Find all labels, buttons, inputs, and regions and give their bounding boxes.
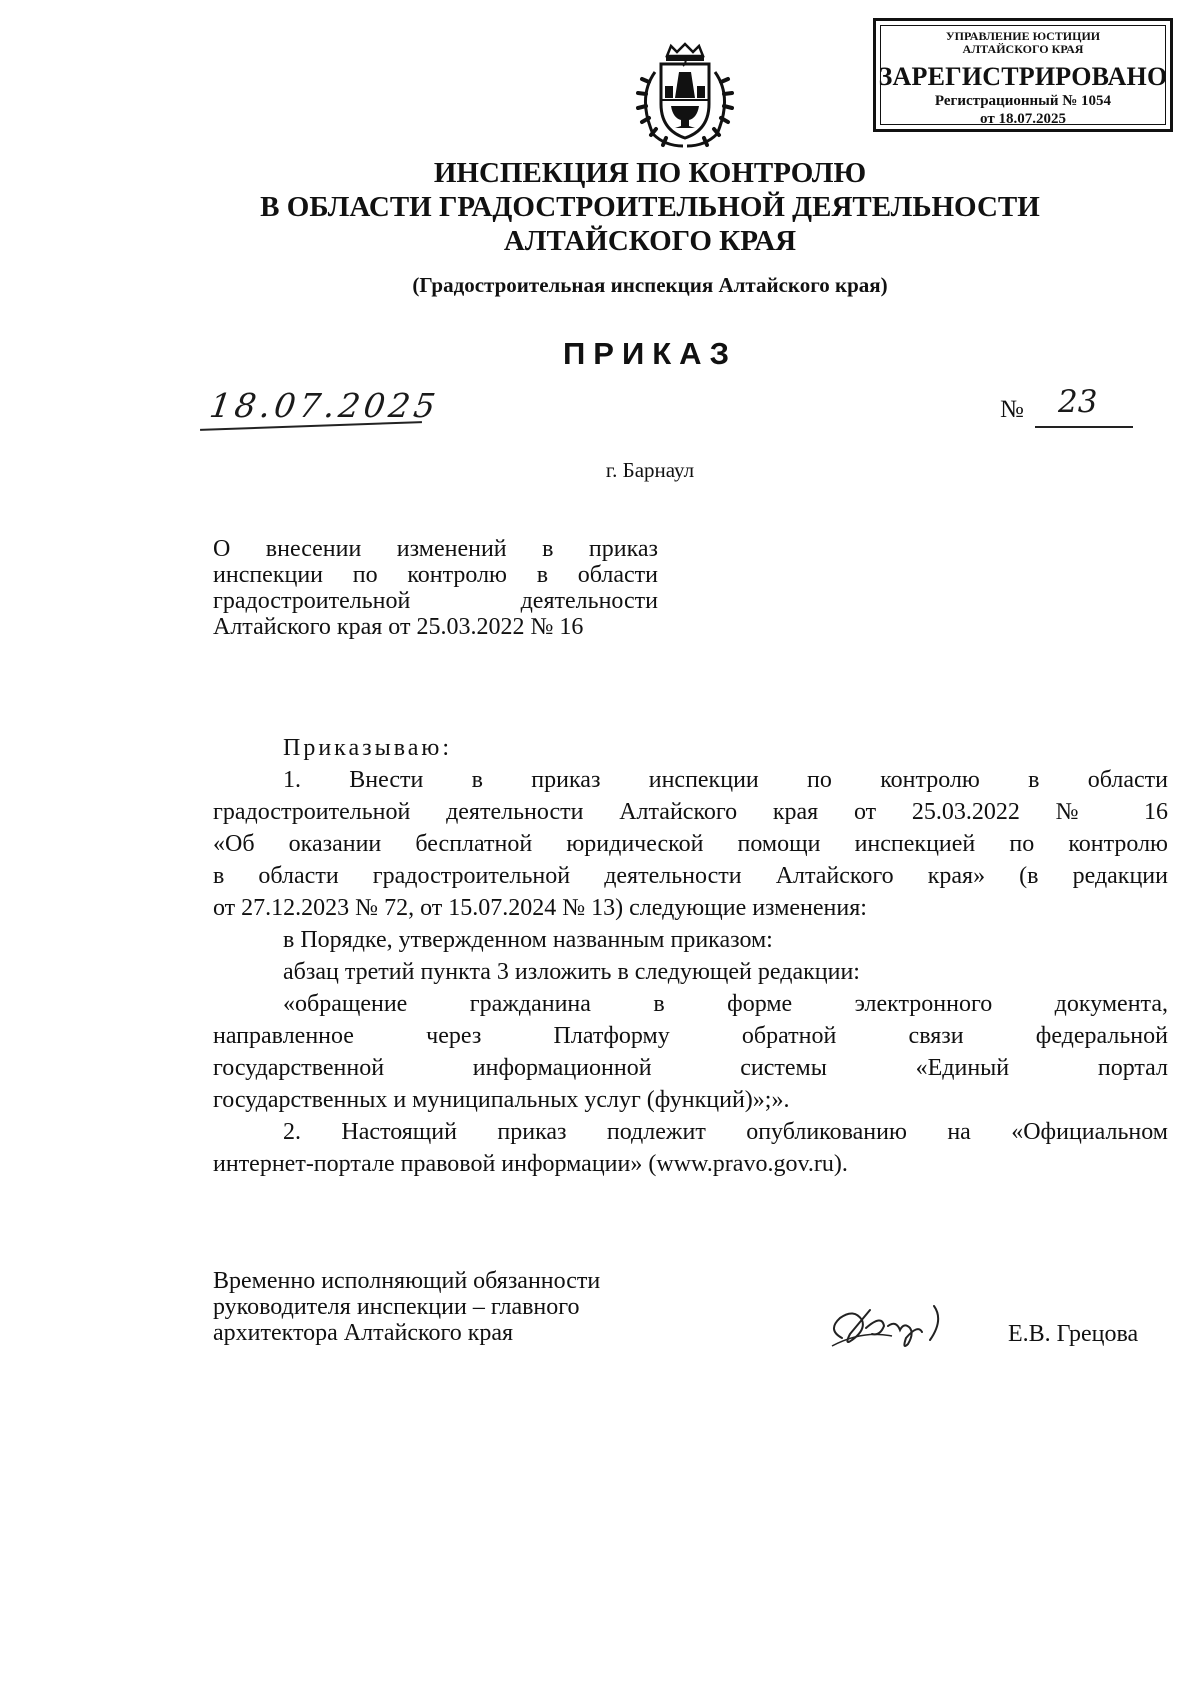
issuer-short-name: (Градостроительная инспекция Алтайского края) bbox=[412, 273, 888, 297]
number-underline bbox=[1035, 426, 1133, 428]
stamp-status: ЗАРЕГИСТРИРОВАНО bbox=[878, 62, 1168, 91]
paragraph-1-line-5: от 27.12.2023 № 72, от 15.07.2024 № 13) следующие изменения: bbox=[213, 895, 867, 921]
stamp-org-line2: АЛТАЙСКОГО КРАЯ bbox=[962, 42, 1084, 56]
subject-line-1: О внесении изменений в приказ bbox=[213, 536, 658, 562]
paragraph-4-line-2: направленное через Платформу обратной связи федеральной bbox=[213, 1023, 1168, 1049]
paragraph-4-line-1: «обращение гражданина в форме электронного документа, bbox=[283, 991, 1168, 1017]
subject-line-2: инспекции по контролю в области bbox=[213, 562, 658, 588]
subject-line-3: градостроительной деятельности bbox=[213, 588, 658, 614]
stamp-org-line1: УПРАВЛЕНИЕ ЮСТИЦИИ bbox=[945, 29, 1101, 43]
order-word: Приказываю: bbox=[283, 735, 452, 761]
stamp-reg-date: от 18.07.2025 bbox=[980, 111, 1066, 127]
header-line-1: ИНСПЕКЦИЯ ПО КОНТРОЛЮ bbox=[433, 157, 867, 189]
header-line-2: В ОБЛАСТИ ГРАДОСТРОИТЕЛЬНОЙ ДЕЯТЕЛЬНОСТИ bbox=[260, 191, 1040, 223]
paragraph-5-line-1: 2. Настоящий приказ подлежит опубликованию на «Официальном bbox=[283, 1119, 1168, 1145]
paragraph-1-line-2: градостроительной деятельности Алтайского края от 25.03.2022 № 16 bbox=[213, 799, 1168, 825]
paragraph-1-line-1: 1. Внести в приказ инспекции по контролю в области bbox=[283, 767, 1168, 793]
document-body bbox=[213, 732, 1168, 1180]
paragraph-3: абзац третий пункта 3 изложить в следующей редакции: bbox=[283, 959, 860, 985]
paragraph-2: в Порядке, утвержденном названным приказом: bbox=[283, 927, 773, 953]
signatory-name: Е.В. Грецова bbox=[1008, 1321, 1139, 1347]
signatory-role bbox=[213, 1268, 713, 1346]
header-line-3: АЛТАЙСКОГО КРАЯ bbox=[503, 225, 797, 257]
paragraph-5-line-2: интернет-портале правовой информации» (www.pravo.gov.ru). bbox=[213, 1151, 848, 1177]
signatory-role-line-3: архитектора Алтайского края bbox=[213, 1320, 514, 1346]
handwritten-number: 23 bbox=[1058, 384, 1098, 420]
paragraph-4-line-4: государственных и муниципальных услуг (функций)»;». bbox=[213, 1087, 790, 1113]
handwritten-signature bbox=[822, 1300, 952, 1355]
handwritten-date: 18.07.2025 bbox=[207, 386, 442, 425]
document-subject bbox=[213, 536, 658, 640]
subject-line-4: Алтайского края от 25.03.2022 № 16 bbox=[213, 614, 584, 640]
paragraph-1-line-4: в области градостроительной деятельности Алтайского края» (в редакции bbox=[213, 863, 1168, 889]
signatory-role-line-1: Временно исполняющий обязанности bbox=[213, 1268, 601, 1294]
stamp-reg-number: Регистрационный № 1054 bbox=[934, 93, 1112, 109]
altai-krai-coat-of-arms-icon bbox=[625, 42, 745, 152]
issuer-header bbox=[250, 156, 1050, 258]
registration-stamp bbox=[873, 18, 1173, 132]
number-label: № bbox=[1000, 396, 1024, 423]
paragraph-4-line-3: государственной информационной системы «Единый портал bbox=[213, 1055, 1168, 1081]
signatory-role-line-2: руководителя инспекции – главного bbox=[213, 1294, 580, 1320]
document-title: ПРИКАЗ bbox=[563, 336, 737, 371]
city: г. Барнаул bbox=[605, 458, 695, 482]
paragraph-1-line-3: «Об оказании бесплатной юридической помощи инспекцией по контролю bbox=[213, 831, 1168, 857]
